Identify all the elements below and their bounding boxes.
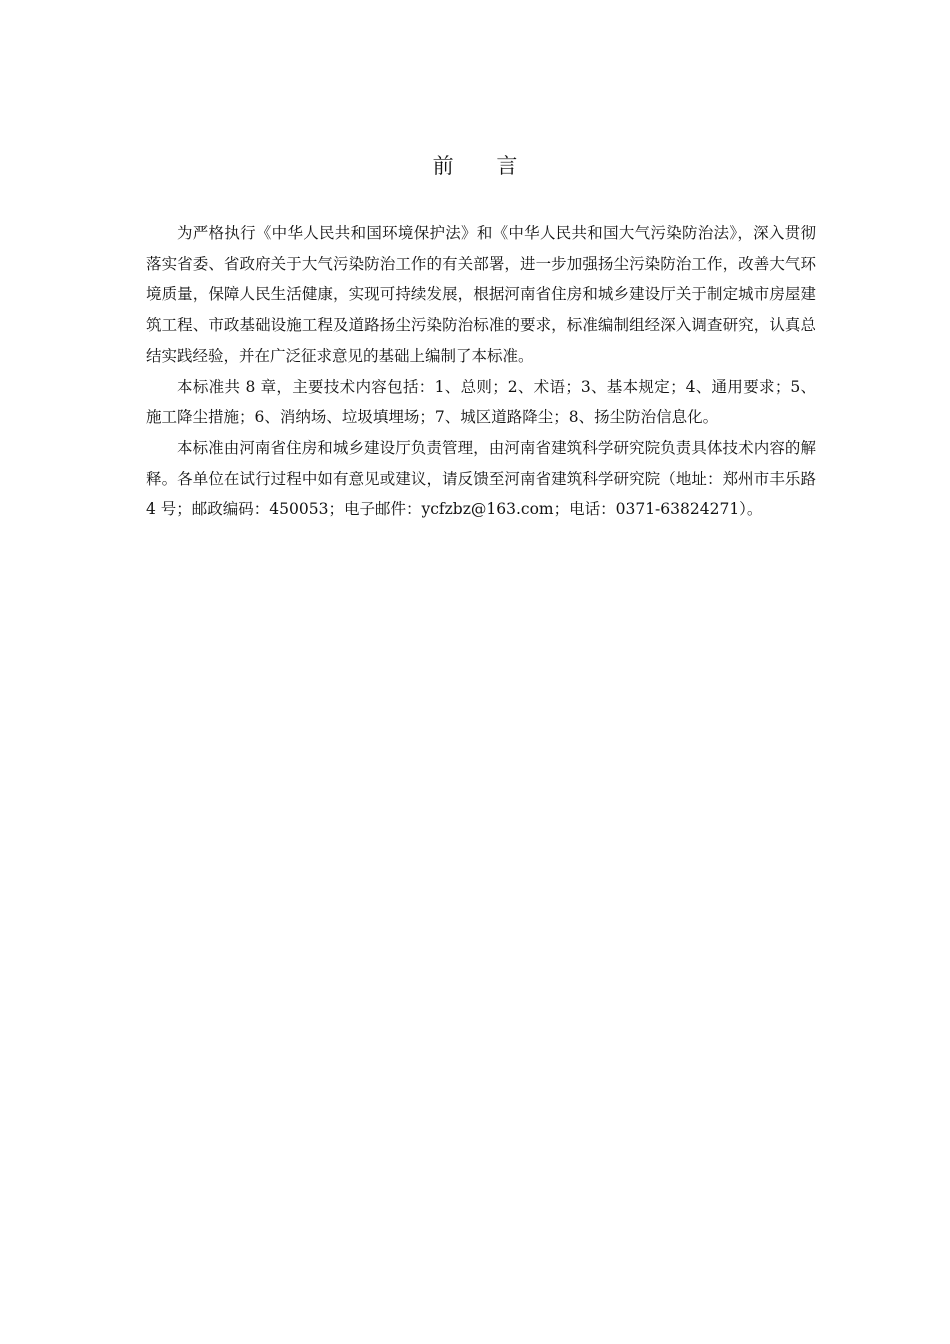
page-title: 前 言 [432,154,536,178]
preface-body [146,218,816,525]
preface-paragraph-1: 为严格执行《中华人民共和国环境保护法》和《中华人民共和国大气污染防治法》，深入贯彻落实省委、省政府关于大气污染防治工作的有关部署，进一步加强扬尘污染防治工作，改善大气环境质量，保障人民生活健康，实现可持续发展，根据河南省住房和城乡建设厅关于制定城市房屋建筑工程、市政基础设施工程及道路扬尘污染防治标准的要求，标准编制组经深入调查研究，认真总结实践经验，并在广泛征求意见的基础上编制了本标准。 [146,224,816,365]
preface-paragraph-2: 本标准共 8 章，主要技术内容包括：1、总则；2、术语；3、基本规定；4、通用要求；5、施工降尘措施；6、消纳场、垃圾填埋场；7、城区道路降尘；8、扬尘防治信息化。 [146,377,816,427]
preface-paragraph-3: 本标准由河南省住房和城乡建设厅负责管理，由河南省建筑科学研究院负责具体技术内容的解释。各单位在试行过程中如有意见或建议，请反馈至河南省建筑科学研究院（地址：郑州市丰乐路 4 号；邮政编码：450053；电子邮件：ycfzbz@163.com；电话：0371-63824271）。 [146,438,816,519]
